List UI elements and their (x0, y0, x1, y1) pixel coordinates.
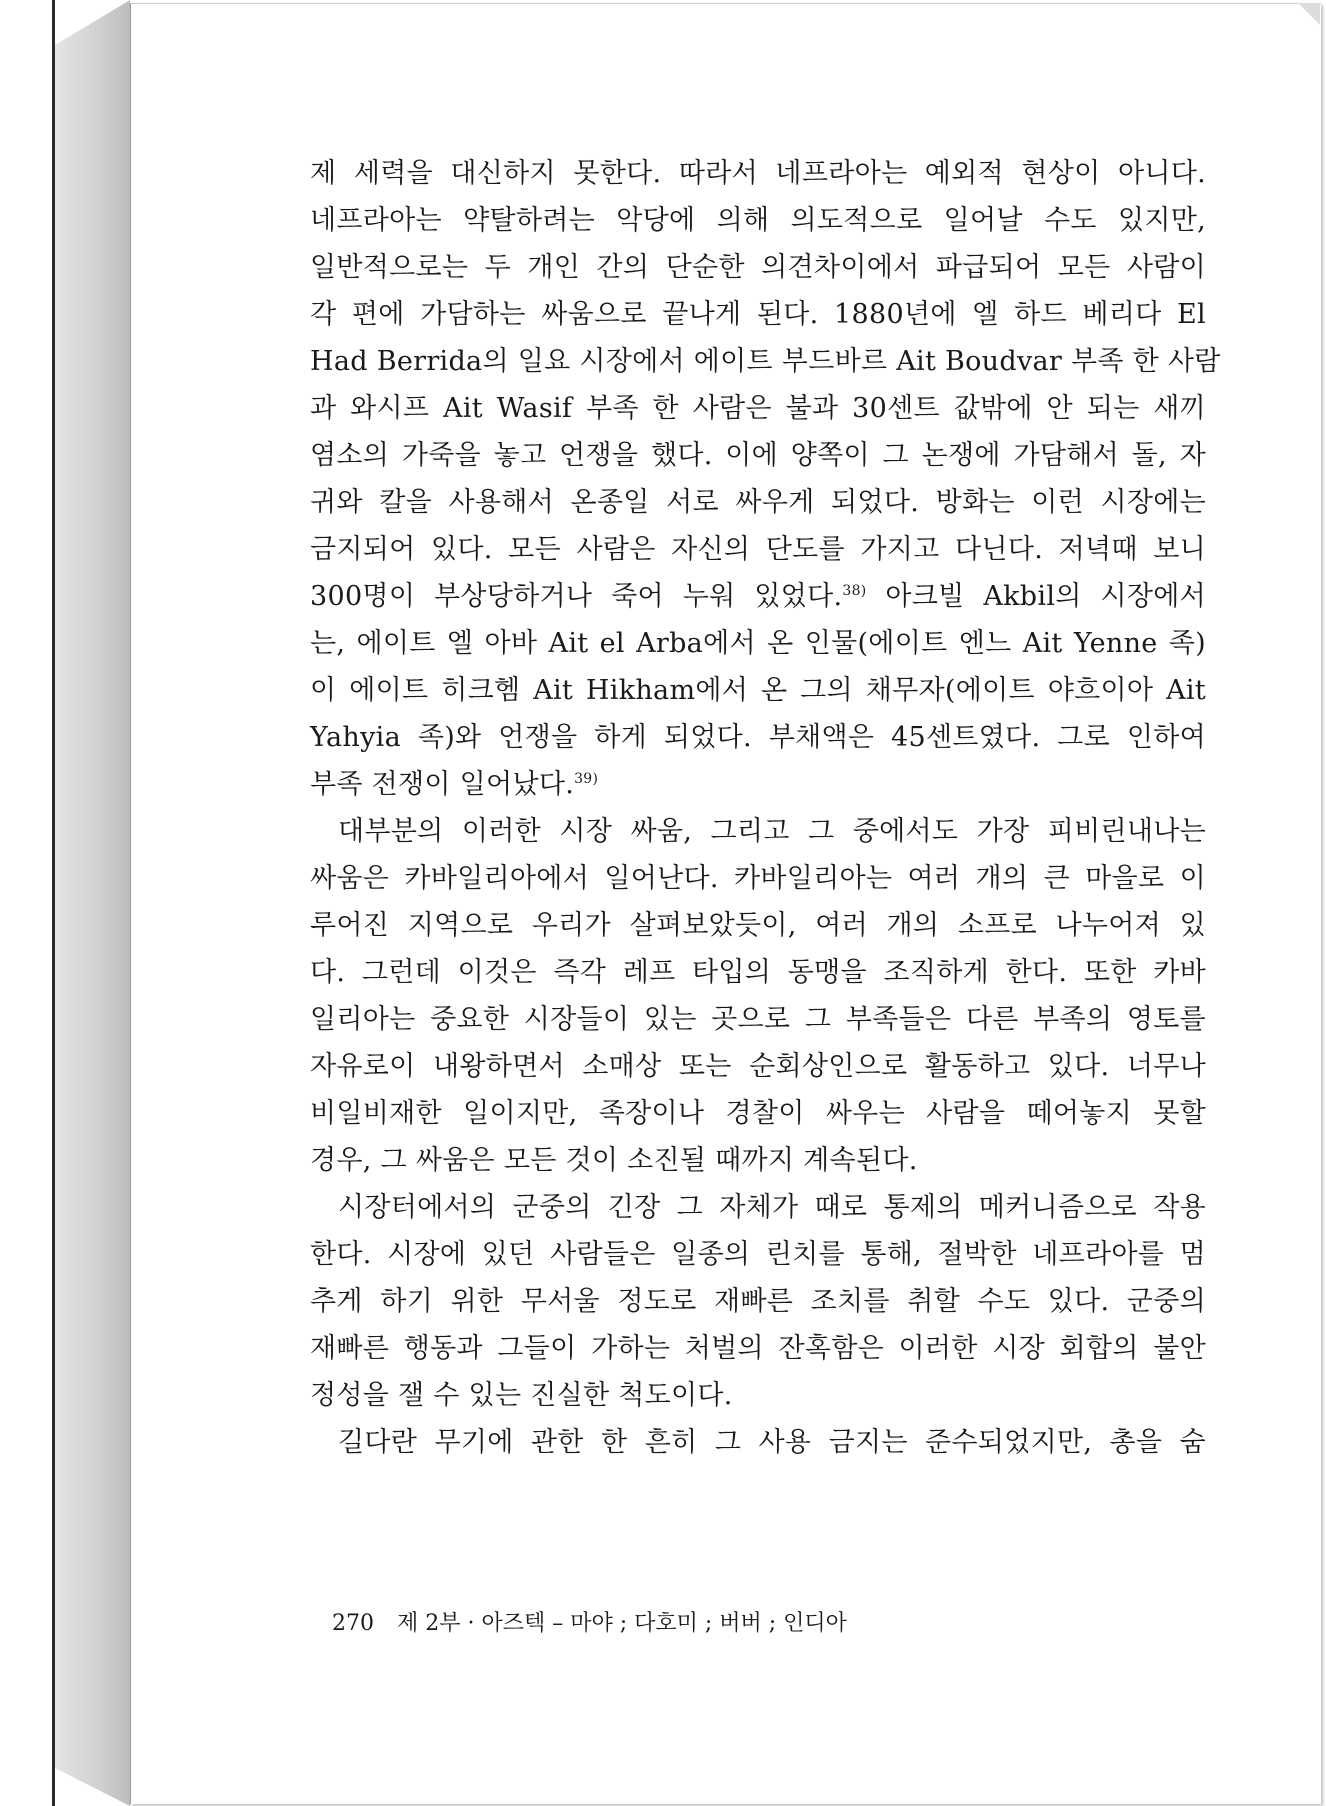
text-line (310, 1419, 1206, 1466)
text-line (310, 714, 1206, 761)
text-line-content: 귀와 칼을 사용해서 온종일 서로 싸우게 되었다. 방화는 이런 시장에는 (310, 487, 1206, 518)
text-line (310, 573, 1206, 620)
text-line (310, 432, 1206, 479)
text-line (310, 620, 1206, 667)
text-line-content: 자유로이 내왕하면서 소매상 또는 순회상인으로 활동하고 있다. 너무나 (310, 1051, 1206, 1082)
text-line-content: 대부분의 이러한 시장 싸움, 그리고 그 중에서도 가장 피비린내나는 (338, 816, 1206, 847)
footnote-marker: 39) (574, 771, 599, 787)
text-line-continuation: 아크빌 Akbil의 시장에서 (866, 581, 1206, 612)
text-line (310, 1043, 1206, 1090)
running-title: 제 2부 · 아즈텍 – 마야 ; 다호미 ; 버버 ; 인디아 (397, 1611, 847, 1636)
text-line (310, 761, 1206, 808)
text-line-content: 각 편에 가담하는 싸움으로 끝나게 된다. 1880년에 엘 하드 베리다 El (310, 299, 1206, 330)
text-line-content: 시장터에서의 군중의 긴장 그 자체가 때로 통제의 메커니즘으로 작용 (338, 1192, 1206, 1223)
text-line-content: 비일비재한 일이지만, 족장이나 경찰이 싸우는 사람을 떼어놓지 못할 (310, 1098, 1206, 1129)
text-line-content: Had Berrida의 일요 시장에서 에이트 부드바르 Ait Boudvar 부족 한 사람 (310, 346, 1221, 377)
body-text (310, 150, 1221, 1466)
text-line-content: 일반적으로는 두 개인 간의 단순한 의견차이에서 파급되어 모든 사람이 (310, 252, 1206, 283)
text-line-content: 길다란 무기에 관한 한 흔히 그 사용 금지는 준수되었지만, 총을 숨 (338, 1427, 1206, 1458)
book-spine (55, 0, 130, 1806)
text-line-content: 다. 그런데 이것은 즉각 레프 타입의 동맹을 조직하게 한다. 또한 카바 (310, 957, 1206, 988)
text-line-content: 네프라아는 약탈하려는 악당에 의해 의도적으로 일어날 수도 있지만, (310, 205, 1206, 236)
text-line-content: 정성을 잴 수 있는 진실한 척도이다. (310, 1380, 733, 1411)
text-line (310, 1137, 1206, 1184)
text-line-content: 루어진 지역으로 우리가 살펴보았듯이, 여러 개의 소프로 나누어져 있 (310, 910, 1206, 941)
text-line (310, 1278, 1206, 1325)
text-line-content: 부족 전쟁이 일어났다. (310, 769, 575, 800)
book-spine-edge (52, 0, 55, 1806)
page-corner (1298, 3, 1320, 25)
text-line (310, 855, 1206, 902)
text-line-content: 경우, 그 싸움은 모든 것이 소진될 때까지 계속된다. (310, 1145, 918, 1176)
text-line-content: 과 와시프 Ait Wasif 부족 한 사람은 불과 30센트 값밖에 안 되는 새끼 (310, 393, 1206, 424)
text-line (310, 1231, 1206, 1278)
text-line (310, 667, 1206, 714)
page-number: 270 (332, 1611, 374, 1636)
text-line (310, 479, 1206, 526)
text-line (310, 291, 1206, 338)
text-line (310, 244, 1206, 291)
text-line-content: 한다. 시장에 있던 사람들은 일종의 린치를 통해, 절박한 네프라아를 멈 (310, 1239, 1206, 1270)
text-line-content: 금지되어 있다. 모든 사람은 자신의 단도를 가지고 다닌다. 저녁때 보니 (310, 534, 1206, 565)
text-line (310, 1184, 1206, 1231)
text-line (310, 338, 1221, 385)
text-line (310, 385, 1206, 432)
text-line (310, 150, 1206, 197)
text-line (310, 949, 1206, 996)
text-line (310, 902, 1206, 949)
text-line-content: 재빠른 행동과 그들이 가하는 처벌의 잔혹함은 이러한 시장 회합의 불안 (310, 1333, 1206, 1364)
text-line-content: 는, 에이트 엘 아바 Ait el Arba에서 온 인물(에이트 엔느 Ait Yenne 족) (310, 628, 1206, 659)
footnote-marker: 38) (842, 583, 867, 599)
text-line (310, 996, 1206, 1043)
text-line (310, 197, 1206, 244)
text-line-content: 염소의 가죽을 놓고 언쟁을 했다. 이에 양쪽이 그 논쟁에 가담해서 돌, 자 (310, 440, 1206, 471)
text-line (310, 1090, 1206, 1137)
text-line-content: 싸움은 카바일리아에서 일어난다. 카바일리아는 여러 개의 큰 마을로 이 (310, 863, 1206, 894)
text-line (310, 1372, 1206, 1419)
text-line-content: Yahyia 족)와 언쟁을 하게 되었다. 부채액은 45센트였다. 그로 인하여 (310, 722, 1206, 753)
page-footer (332, 1606, 847, 1637)
text-line-content: 이 에이트 히크헴 Ait Hikham에서 온 그의 채무자(에이트 야흐이아 Ait (310, 675, 1206, 706)
text-line (310, 808, 1206, 855)
text-line (310, 526, 1206, 573)
text-line-content: 추게 하기 위한 무서울 정도로 재빠른 조치를 취할 수도 있다. 군중의 (310, 1286, 1206, 1317)
text-line (310, 1325, 1206, 1372)
text-line-content: 제 세력을 대신하지 못한다. 따라서 네프라아는 예외적 현상이 아니다. (310, 158, 1206, 189)
text-line-content: 300명이 부상당하거나 죽어 누워 있었다. (310, 581, 843, 612)
text-line-content: 일리아는 중요한 시장들이 있는 곳으로 그 부족들은 다른 부족의 영토를 (310, 1004, 1206, 1035)
